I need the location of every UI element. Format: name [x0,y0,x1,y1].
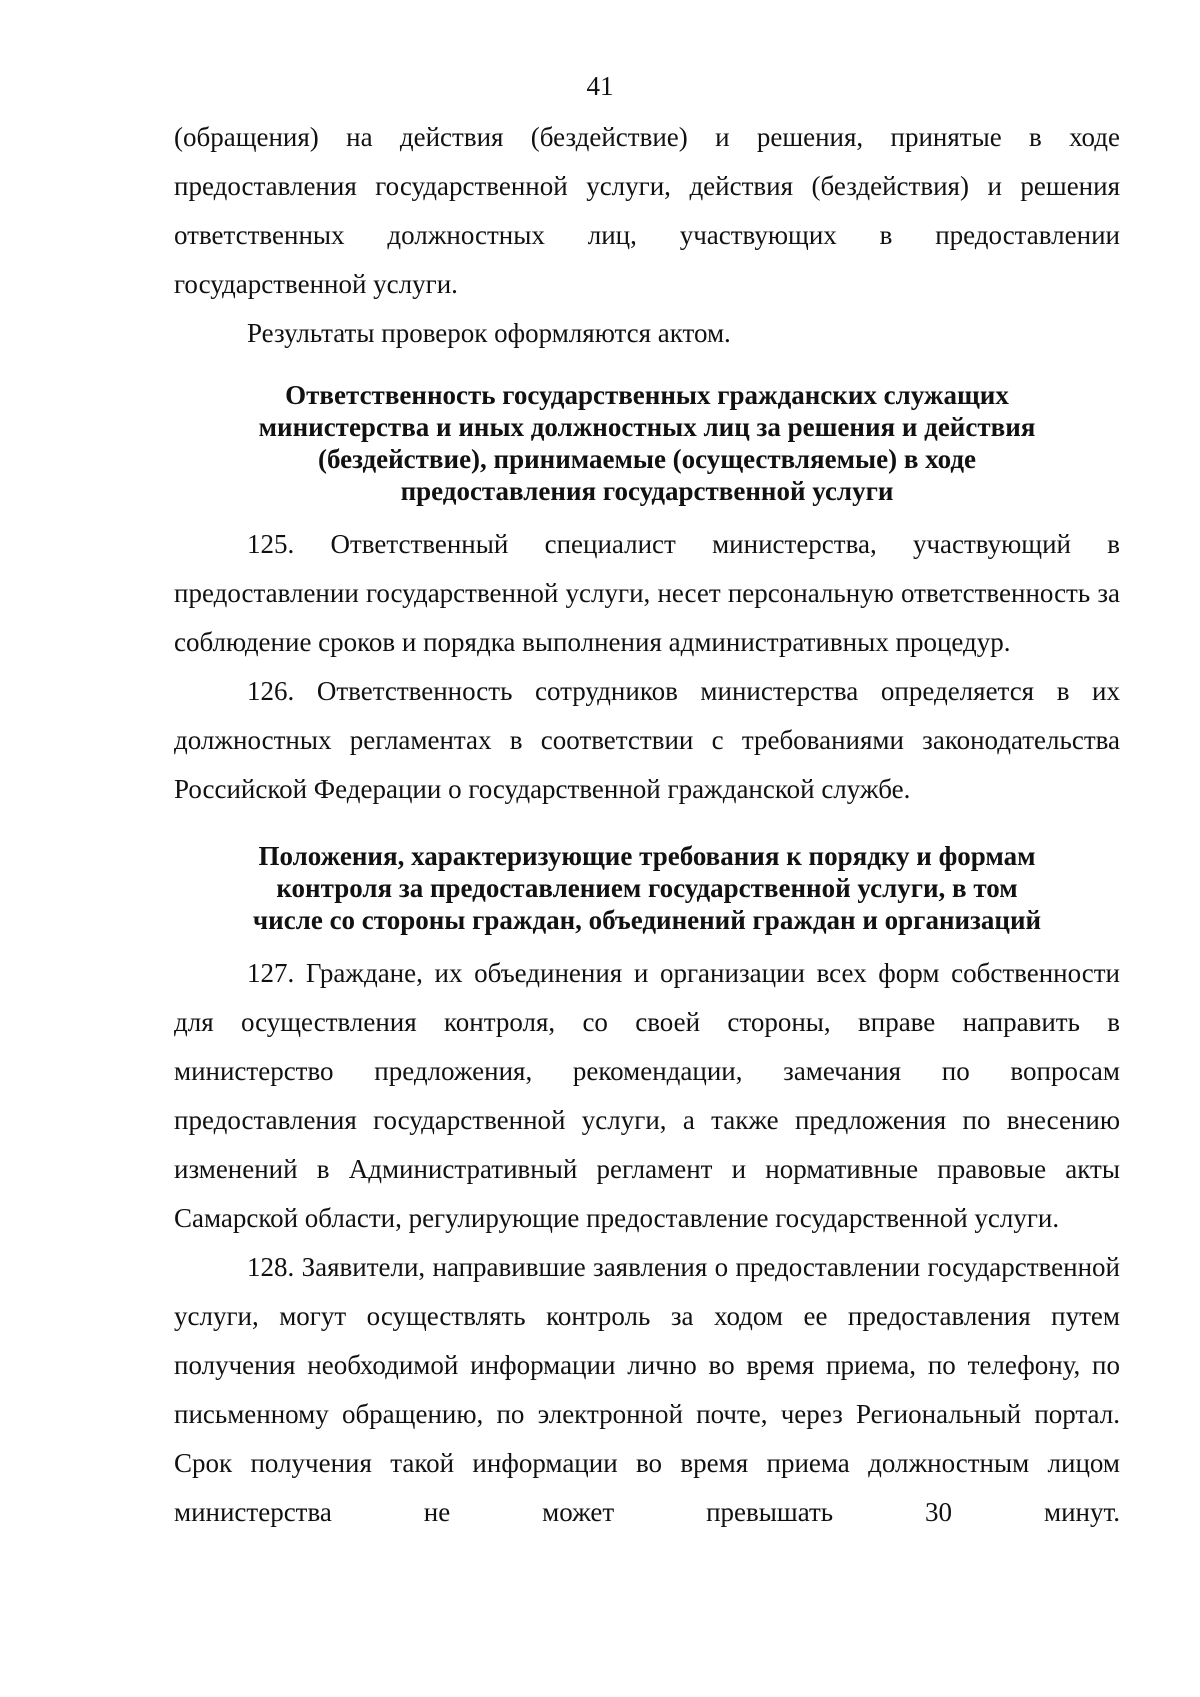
paragraph-126: 126. Ответственность сотрудников министерства определяется в их должностных регламентах в соответствии с требованиями законодательства Российской Федерации о государственной гражданской службе. [174,676,1120,804]
heading-line: (бездействие), принимаемые (осуществляемые) в ходе [318,444,976,474]
heading-line: предоставления государственной услуги [400,476,894,506]
paragraph-127: 127. Граждане, их объединения и организации всех форм собственности для осуществления контроля, со своей стороны, вправе направить в министерство предложения, рекомендации, замечания по вопросам предоставления государственной услуги, а также предложения по внесению изменений в Административный регламент и нормативные правовые акты Самарской области, регулирующие предоставление государственной услуги. [174,958,1120,1233]
page-content [174,113,1120,1537]
heading-line: Ответственность государственных гражданских служащих [285,380,1009,410]
heading-line: министерства и иных должностных лиц за решения и действия [258,412,1036,442]
heading-line: числе со стороны граждан, объединений граждан и организаций [252,905,1042,935]
paragraph-128: 128. Заявители, направившие заявления о предоставлении государственной услуги, могут осуществлять контроль за ходом ее предоставления путем получения необходимой информации лично во время приема, по телефону, по письменному обращению, по электронной почте, через Региональный портал. Срок получения такой информации во время приема должностным лицом министерства не может превышать 30 минут. [174,1252,1120,1527]
section-heading-responsibility [174,379,1120,507]
paragraph-intro: (обращения) на действия (бездействие) и решения, принятые в ходе предоставления государственной услуги, действия (бездействия) и решения ответственных должностных лиц, участвующих в предоставлении государственной услуги. [174,122,1120,299]
paragraph-125: 125. Ответственный специалист министерства, участвующий в предоставлении государственной услуги, несет персональную ответственность за соблюдение сроков и порядка выполнения административных процедур. [174,529,1120,657]
section-heading-control-provisions [174,840,1120,936]
paragraph-results: Результаты проверок оформляются актом. [247,318,731,348]
page-number: 41 [586,71,614,101]
heading-line: контроля за предоставлением государственной услуги, в том [276,873,1018,903]
heading-line: Положения, характеризующие требования к порядку и формам [258,841,1036,871]
